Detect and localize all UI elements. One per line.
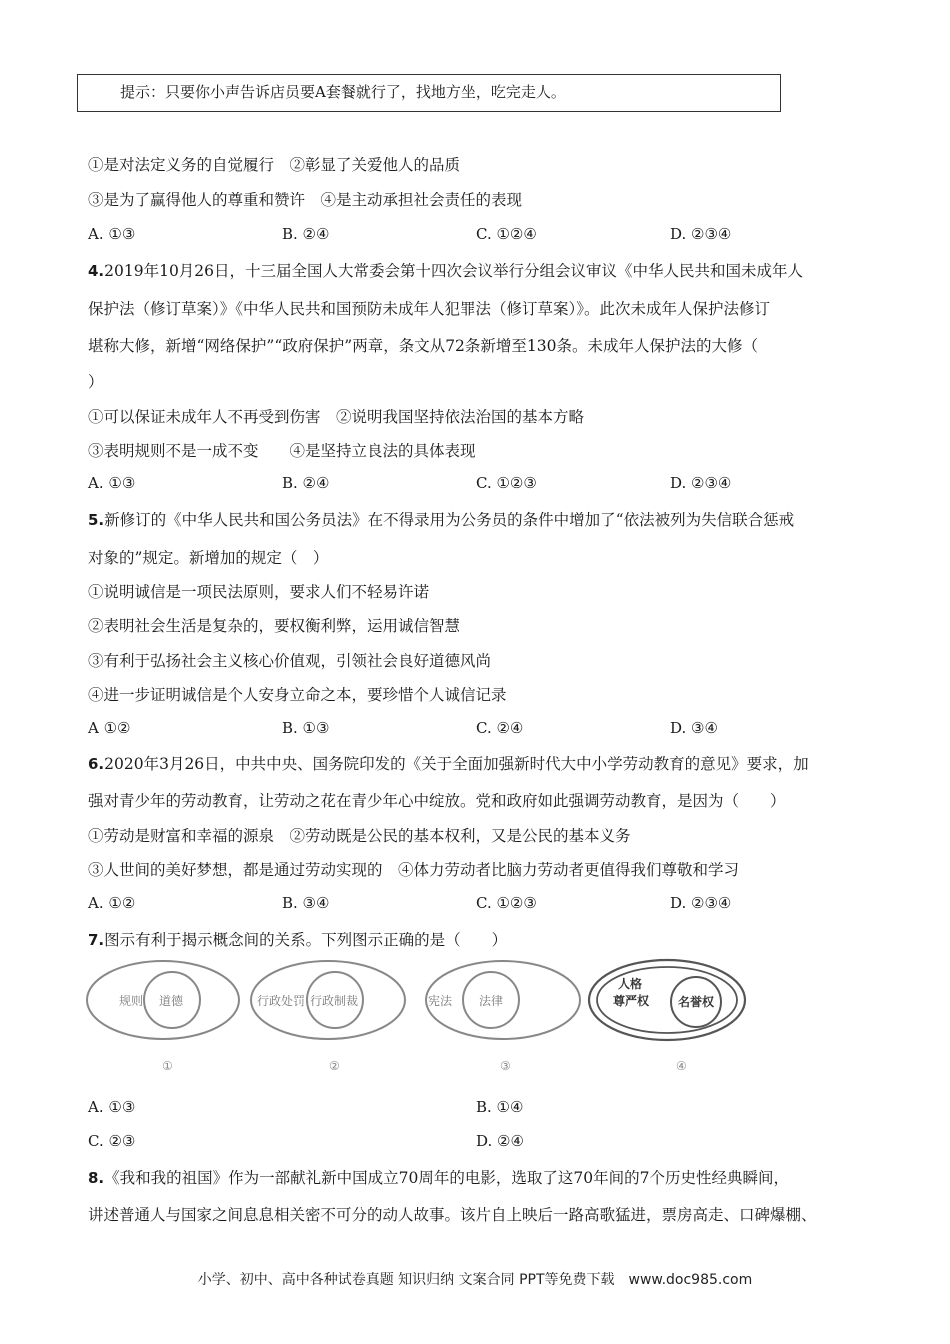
q3-statement-1: ①是对法定义务的自觉履行 ②彰显了关爱他人的品质 — [88, 156, 461, 174]
concept-diagrams — [85, 958, 715, 1078]
diagram-4 — [589, 960, 745, 1073]
q5-statement-3: ③有利于弘扬社会主义核心价值观，引领社会良好道德风尚 — [88, 652, 492, 670]
q6-option-b: B. ③④ — [282, 894, 330, 912]
q5-option-b: B. ①③ — [282, 719, 330, 737]
q5-option-a: A ①② — [88, 719, 131, 737]
q6-option-d: D. ②③④ — [670, 894, 732, 912]
q6-option-c: C. ①②③ — [476, 894, 537, 912]
q7-option-a: A. ①③ — [88, 1098, 136, 1116]
q6-line-1: 6.2020年3月26日，中共中央、国务院印发的《关于全面加强新时代大中小学劳动教育的意见》要求，加 — [88, 755, 809, 773]
diagram-2-inner: 行政制裁 — [310, 994, 359, 1008]
q4-line-4: ） — [88, 373, 104, 391]
q6-statement-1: ①劳动是财富和幸福的源泉 ②劳动既是公民的基本权利，又是公民的基本义务 — [88, 827, 631, 845]
q4-option-b: B. ②④ — [282, 474, 330, 492]
q8-number: 8. — [88, 1169, 105, 1187]
q5-line-2: 对象的”规定。新增加的规定（ ） — [88, 549, 329, 567]
diagram-4-label: ④ — [676, 1059, 687, 1073]
page-footer: 小学、初中、高中各种试卷真题 知识归纳 文案合同 PPT等免费下载 www.doc985.com — [197, 1272, 753, 1288]
diagram-4-outer-line-1: 人格 — [618, 977, 643, 991]
diagram-1 — [87, 961, 239, 1073]
q8-line-1: 8.《我和我的祖国》作为一部献礼新中国成立70周年的电影，选取了这70年间的7个历史性经典瞬间， — [88, 1169, 789, 1187]
q5-statement-2: ②表明社会生活是复杂的，要权衡利弊，运用诚信智慧 — [88, 617, 461, 635]
diagram-3-inner: 法律 — [479, 994, 504, 1008]
q5-option-d: D. ③④ — [670, 719, 718, 737]
q5-statement-4: ④进一步证明诚信是个人安身立命之本，要珍惜个人诚信记录 — [88, 686, 507, 704]
q4-option-a: A. ①③ — [88, 474, 136, 492]
q4-line-2: 保护法（修订草案）》《中华人民共和国预防未成年人犯罪法（修订草案）》。此次未成年人保护法修订 — [88, 300, 771, 318]
diagram-2 — [251, 961, 405, 1073]
q6-option-a: A. ①② — [88, 894, 136, 912]
q5-number: 5. — [88, 511, 105, 529]
q4-line-3: 堪称大修，新增“网络保护”“政府保护”两章，条文从72条新增至130条。未成年人保护法的大修（ — [88, 337, 759, 355]
q5-option-c: C. ②④ — [476, 719, 524, 737]
q4-statement-1: ①可以保证未成年人不再受到伤害 ②说明我国坚持依法治国的基本方略 — [88, 408, 585, 426]
q4-option-c: C. ①②③ — [476, 474, 537, 492]
q6-line-2: 强对青少年的劳动教育，让劳动之花在青少年心中绽放。党和政府如此强调劳动教育，是因为（ ） — [88, 792, 786, 810]
q4-number: 4. — [88, 262, 105, 280]
q3-option-b: B. ②④ — [282, 225, 330, 243]
diagram-4-outer-line-2: 尊严权 — [613, 994, 650, 1008]
q3-option-c: C. ①②④ — [476, 225, 537, 243]
hint-box — [77, 74, 781, 112]
q8-line-2: 讲述普通人与国家之间息息相关密不可分的动人故事。该片自上映后一路高歌猛进，票房高走、口碑爆棚、 — [88, 1206, 817, 1224]
q3-statement-2: ③是为了赢得他人的尊重和赞许 ④是主动承担社会责任的表现 — [88, 191, 523, 209]
q6-number: 6. — [88, 755, 105, 773]
diagram-1-outer: 规则 — [119, 994, 144, 1008]
diagram-3-outer: 宪法 — [428, 994, 453, 1008]
diagram-1-label: ① — [162, 1059, 173, 1073]
q7-option-c: C. ②③ — [88, 1132, 136, 1150]
hint-text: 提示：只要你小声告诉店员要A套餐就行了，找地方坐，吃完走人。 — [120, 83, 566, 101]
diagram-2-label: ② — [329, 1059, 340, 1073]
q4-line-1: 4.2019年10月26日，十三届全国人大常委会第十四次会议举行分组会议审议《中华人民共和国未成年人 — [88, 262, 804, 280]
q3-option-a: A. ①③ — [88, 225, 136, 243]
diagram-3 — [426, 961, 580, 1073]
diagram-4-inner: 名誉权 — [678, 995, 715, 1009]
diagram-2-outer: 行政处罚 — [257, 994, 306, 1008]
q7-number: 7. — [88, 931, 105, 949]
q4-option-d: D. ②③④ — [670, 474, 732, 492]
q6-statement-2: ③人世间的美好梦想，都是通过劳动实现的 ④体力劳动者比脑力劳动者更值得我们尊敬和学习 — [88, 861, 740, 879]
diagram-3-label: ③ — [500, 1059, 511, 1073]
q7-line-1: 7.图示有利于揭示概念间的关系。下列图示正确的是（ ） — [88, 931, 508, 949]
q5-statement-1: ①说明诚信是一项民法原则，要求人们不轻易许诺 — [88, 583, 430, 601]
diagram-1-inner: 道德 — [159, 994, 184, 1008]
q7-option-b: B. ①④ — [476, 1098, 524, 1116]
q7-option-d: D. ②④ — [476, 1132, 524, 1150]
q4-statement-2: ③表明规则不是一成不变 ④是坚持立良法的具体表现 — [88, 442, 476, 460]
q3-option-d: D. ②③④ — [670, 225, 732, 243]
q5-line-1: 5.新修订的《中华人民共和国公务员法》在不得录用为公务员的条件中增加了“依法被列为失信联合惩戒 — [88, 511, 795, 529]
